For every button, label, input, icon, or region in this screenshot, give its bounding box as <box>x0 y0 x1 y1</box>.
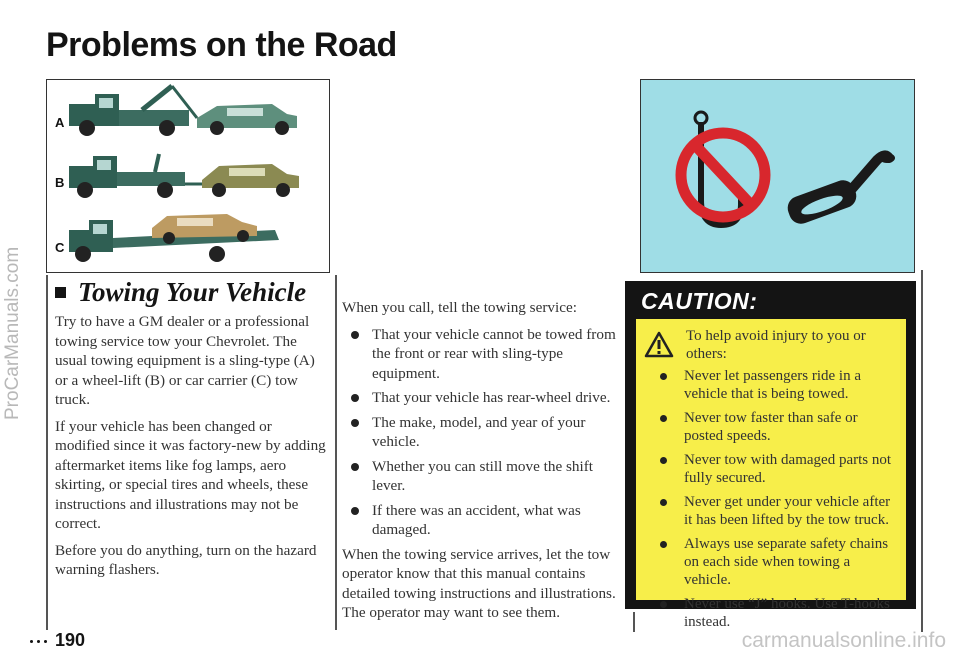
list-item: Whether you can still move the shift lever. <box>342 457 620 496</box>
warning-triangle-icon <box>644 331 674 358</box>
label-a: A <box>55 115 65 130</box>
page-dots-icon <box>30 630 51 651</box>
bullet-icon <box>660 601 667 608</box>
bullet-icon <box>351 394 359 402</box>
body-column-2 <box>342 298 620 630</box>
list-item: Never get under your vehicle after it has been lifted by the tow truck. <box>636 493 906 529</box>
paragraph: Before you do anything, turn on the hazard warning flashers. <box>55 541 317 578</box>
bullet-icon <box>351 463 359 471</box>
t-hook-icon <box>784 153 895 227</box>
page-number <box>30 630 85 651</box>
bullet-icon <box>660 499 667 506</box>
wheel-lift-truck-icon <box>69 154 207 198</box>
bullet-icon <box>351 331 359 339</box>
paragraph: Try to have a GM dealer or a professional towing service tow your Chevrolet. The usual towing equipment is a sling-type (A) or a wheel-lift (B) or car carrier (C) tow truck. <box>55 313 315 408</box>
bullet-icon <box>660 373 667 380</box>
page-number-text: 190 <box>55 630 86 650</box>
caution-intro: To help avoid injury to you or others: <box>686 328 866 362</box>
paragraph: When the towing service arrives, let the tow operator know that this manual contains detailed towing instructions and illustrations. The operator may want to see them. <box>342 545 616 621</box>
sling-truck-icon <box>69 86 197 136</box>
column-rule-right-a <box>633 612 635 632</box>
caution-panel <box>636 319 906 630</box>
towing-service-list <box>342 325 620 540</box>
caution-box <box>625 281 916 630</box>
list-item: Always use separate safety chains on each side when towing a vehicle. <box>636 535 906 589</box>
list-item: Never use “J” hooks. Use T-hooks instead. <box>636 595 906 631</box>
towed-car-b-icon <box>202 164 299 197</box>
list-item: That your vehicle cannot be towed from the front or rear with sling-type equipment. <box>342 325 620 384</box>
column-rule-left <box>46 275 48 630</box>
page-title: Problems on the Road <box>46 26 397 64</box>
column-rule-right-b <box>921 270 923 632</box>
section-heading <box>55 277 306 308</box>
side-watermark-text: ProCarManuals.com <box>2 246 23 420</box>
bullet-icon <box>351 419 359 427</box>
bullet-icon <box>660 415 667 422</box>
list-item: If there was an accident, what was damaged. <box>342 501 620 540</box>
list-item: The make, model, and year of your vehicle. <box>342 413 620 452</box>
no-j-hook-icon <box>681 112 765 225</box>
caution-title: CAUTION: <box>641 288 758 314</box>
paragraph: When you call, tell the towing service: <box>342 299 577 316</box>
bullet-icon <box>660 457 667 464</box>
bullet-icon <box>351 507 359 515</box>
list-item: Never let passengers ride in a vehicle that is being towed. <box>636 367 906 403</box>
body-column-1 <box>55 312 327 587</box>
list-item: Never tow faster than safe or posted speeds. <box>636 409 906 445</box>
side-watermark <box>2 246 26 444</box>
square-bullet-icon <box>55 287 66 298</box>
list-item: That your vehicle has rear-wheel drive. <box>342 388 620 408</box>
towing-methods-illustration <box>46 79 330 273</box>
label-c: C <box>55 240 65 255</box>
hook-illustration <box>640 79 915 273</box>
towed-car-a-icon <box>197 104 297 135</box>
list-item: Never tow with damaged parts not fully secured. <box>636 451 906 487</box>
caution-list <box>636 367 906 637</box>
bottom-watermark: carmanualsonline.info <box>741 629 946 652</box>
tow-trucks-drawing <box>47 80 329 272</box>
bullet-icon <box>660 541 667 548</box>
hook-drawing <box>641 80 914 272</box>
column-rule-middle <box>335 275 337 630</box>
label-b: B <box>55 175 65 190</box>
paragraph: If your vehicle has been changed or modified since it was factory-new by adding aftermarket items like fog lamps, aero skirting, or special tires and wheels, these instructions and illustrations may not be correct. <box>55 417 326 532</box>
section-heading-text: Towing Your Vehicle <box>78 277 307 307</box>
